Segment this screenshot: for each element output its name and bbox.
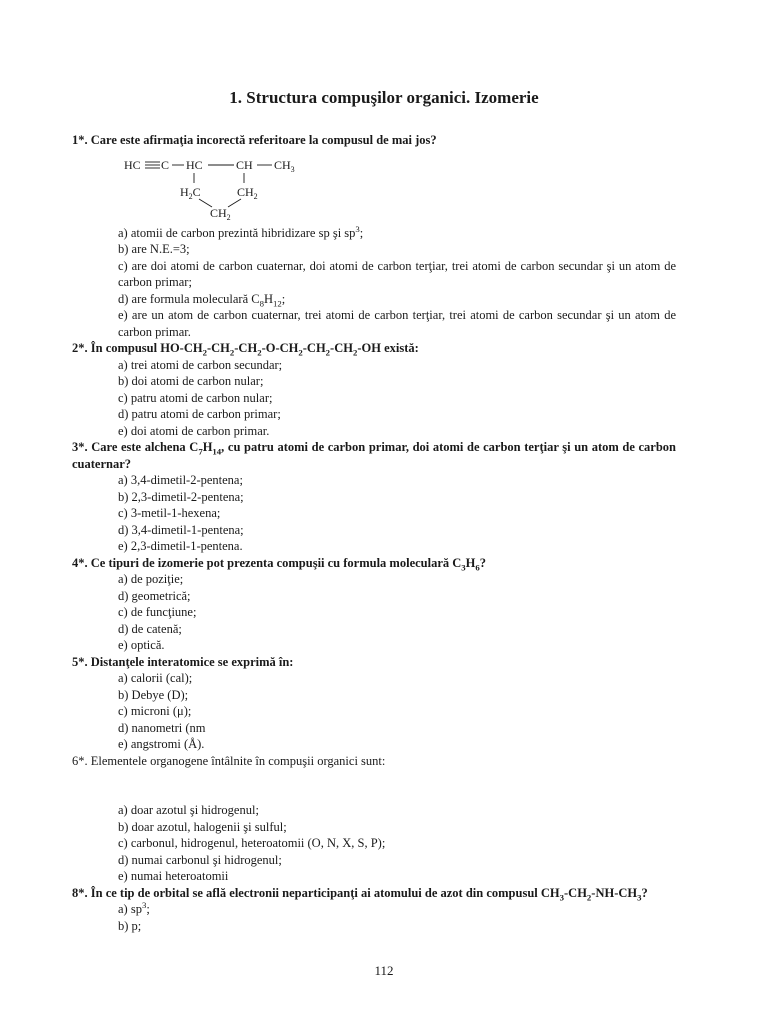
atom-ch2-bottom: $CH_2$ <box>210 205 231 222</box>
blank-gap <box>72 769 676 802</box>
option-2a: a) trei atomi de carbon secundar; <box>118 357 283 372</box>
option-1c: c) are doi atomi de carbon cuaternar, doi atomi de carbon terţiar, trei atomi de carbon secundar şi un atom de carbon primar; <box>118 258 676 289</box>
question-text: Elementele organogene întâlnite în compuşii organici sunt: <box>90 753 386 768</box>
option-2c: c) patru atomi de carbon nular; <box>118 390 273 405</box>
option-6a: a) doar azotul şi hidrogenul; <box>118 803 259 817</box>
option-4c: c) de funcţiune; <box>118 605 197 619</box>
atom-ch3: $CH_3$ <box>274 157 295 174</box>
question-text: Ce tipuri de izomerie pot prezenta compuşii cu formula moleculară $C_3H_6$? <box>90 555 487 572</box>
option-2e: e) doi atomi de carbon primar. <box>118 423 270 438</box>
atom-c: C <box>161 157 170 172</box>
atom-hc: HC <box>124 157 141 172</box>
question-text: Distanţele interatomice se exprimă în: <box>90 654 294 669</box>
option-5e: e) angstromi (Å). <box>118 737 205 751</box>
option-6b: b) doar azotul, halogenii şi sulful; <box>118 819 287 834</box>
question-1 <box>72 132 676 149</box>
question-2: 2*. În compusul $HO-CH_2-CH_2-CH_2-O-CH_2-CH_2-CH_2-OH$ există: <box>72 341 419 358</box>
option-5a: a) calorii (cal); <box>118 671 193 685</box>
option-4a: a) de poziţie; <box>118 572 184 586</box>
question-text: Care este afirmaţia incorectă referitoare la compusul de mai jos? <box>90 133 437 147</box>
option-1e: e) are un atom de carbon cuaternar, trei atomi de carbon terţiar, trei atomi de carbon secundar şi un atom de carbon primar. <box>118 308 676 339</box>
option-5d: d) nanometri (nm <box>118 720 206 735</box>
question-text: În compusul $HO-CH_2-CH_2-CH_2-O-CH_2-CH_2-CH_2-OH$ există: <box>90 341 419 358</box>
questions-content <box>72 132 676 934</box>
option-5c: c) microni (μ); <box>118 704 192 718</box>
question-text: Care este alchena $C_7H_{14}$, cu patru atomi de carbon primar, doi atomi de carbon terţiar şi un atom de carbon cuaternar? <box>72 440 676 471</box>
atom-ch-ring: CH <box>236 157 253 172</box>
question-number: 1*. <box>72 133 88 147</box>
structure-drawing <box>124 149 364 225</box>
option-6c: c) carbonul, hidrogenul, heteroatomii (O, N, X, S, P); <box>118 836 386 850</box>
question-6: 6*. Elementele organogene întâlnite în compuşii organici sunt: <box>72 753 386 768</box>
question-3: 3*. Care este alchena $C_7H_{14}$, cu patru atomi de carbon primar, doi atomi de carbon terţiar şi un atom de carbon cuaternar? <box>72 440 676 471</box>
page-number: 112 <box>374 963 394 978</box>
atom-h2c: $H_2C$ <box>180 184 201 201</box>
option-8b: b) p; <box>118 918 142 933</box>
option-2d: d) patru atomi de carbon primar; <box>118 407 281 421</box>
question-4: 4*. Ce tipuri de izomerie pot prezenta compuşii cu formula moleculară $C_3H_6$? <box>72 555 487 572</box>
option-6e: e) numai heteroatomii <box>118 869 229 883</box>
question-8: 8*. În ce tip de orbital se află electronii neparticipanţi ai atomului de azot din compusul $CH_3-CH_2-NH-CH_3$? <box>72 885 648 902</box>
option-4b: d) geometrică; <box>118 588 191 603</box>
option-3e: e) 2,3-dimetil-1-pentena. <box>118 539 243 553</box>
atom-hc-ring: HC <box>186 157 203 172</box>
option-8a: a) $sp^3$; <box>118 899 150 916</box>
option-3b: b) 2,3-dimetil-2-pentena; <box>118 489 244 504</box>
option-1a: a) atomii de carbon prezintă hibridizare sp şi $sp^3$; <box>118 223 364 240</box>
option-3d: d) 3,4-dimetil-1-pentena; <box>118 522 244 537</box>
option-3c: c) 3-metil-1-hexena; <box>118 506 221 520</box>
chapter-title: 1. Structura compuşilor organici. Izomerie <box>229 88 539 107</box>
option-1d: d) are formula moleculară $C_8H_{12}$; <box>118 291 286 308</box>
option-2b: b) doi atomi de carbon nular; <box>118 374 264 388</box>
structural-formula <box>72 149 676 225</box>
option-5b: b) Debye (D); <box>118 687 189 702</box>
option-4d: d) de catenă; <box>118 621 182 636</box>
option-1b: b) are N.E.=3; <box>118 242 190 256</box>
question-5: 5*. Distanţele interatomice se exprimă în: <box>72 654 294 669</box>
option-3a: a) 3,4-dimetil-2-pentena; <box>118 473 243 487</box>
question-text: În ce tip de orbital se află electronii neparticipanţi ai atomului de azot din compusul $CH_3-CH_2-NH-CH_3$? <box>90 885 648 902</box>
option-6d: d) numai carbonul şi hidrogenul; <box>118 852 282 867</box>
atom-ch2-right: $CH_2$ <box>237 184 258 201</box>
option-4e: e) optică. <box>118 638 165 652</box>
